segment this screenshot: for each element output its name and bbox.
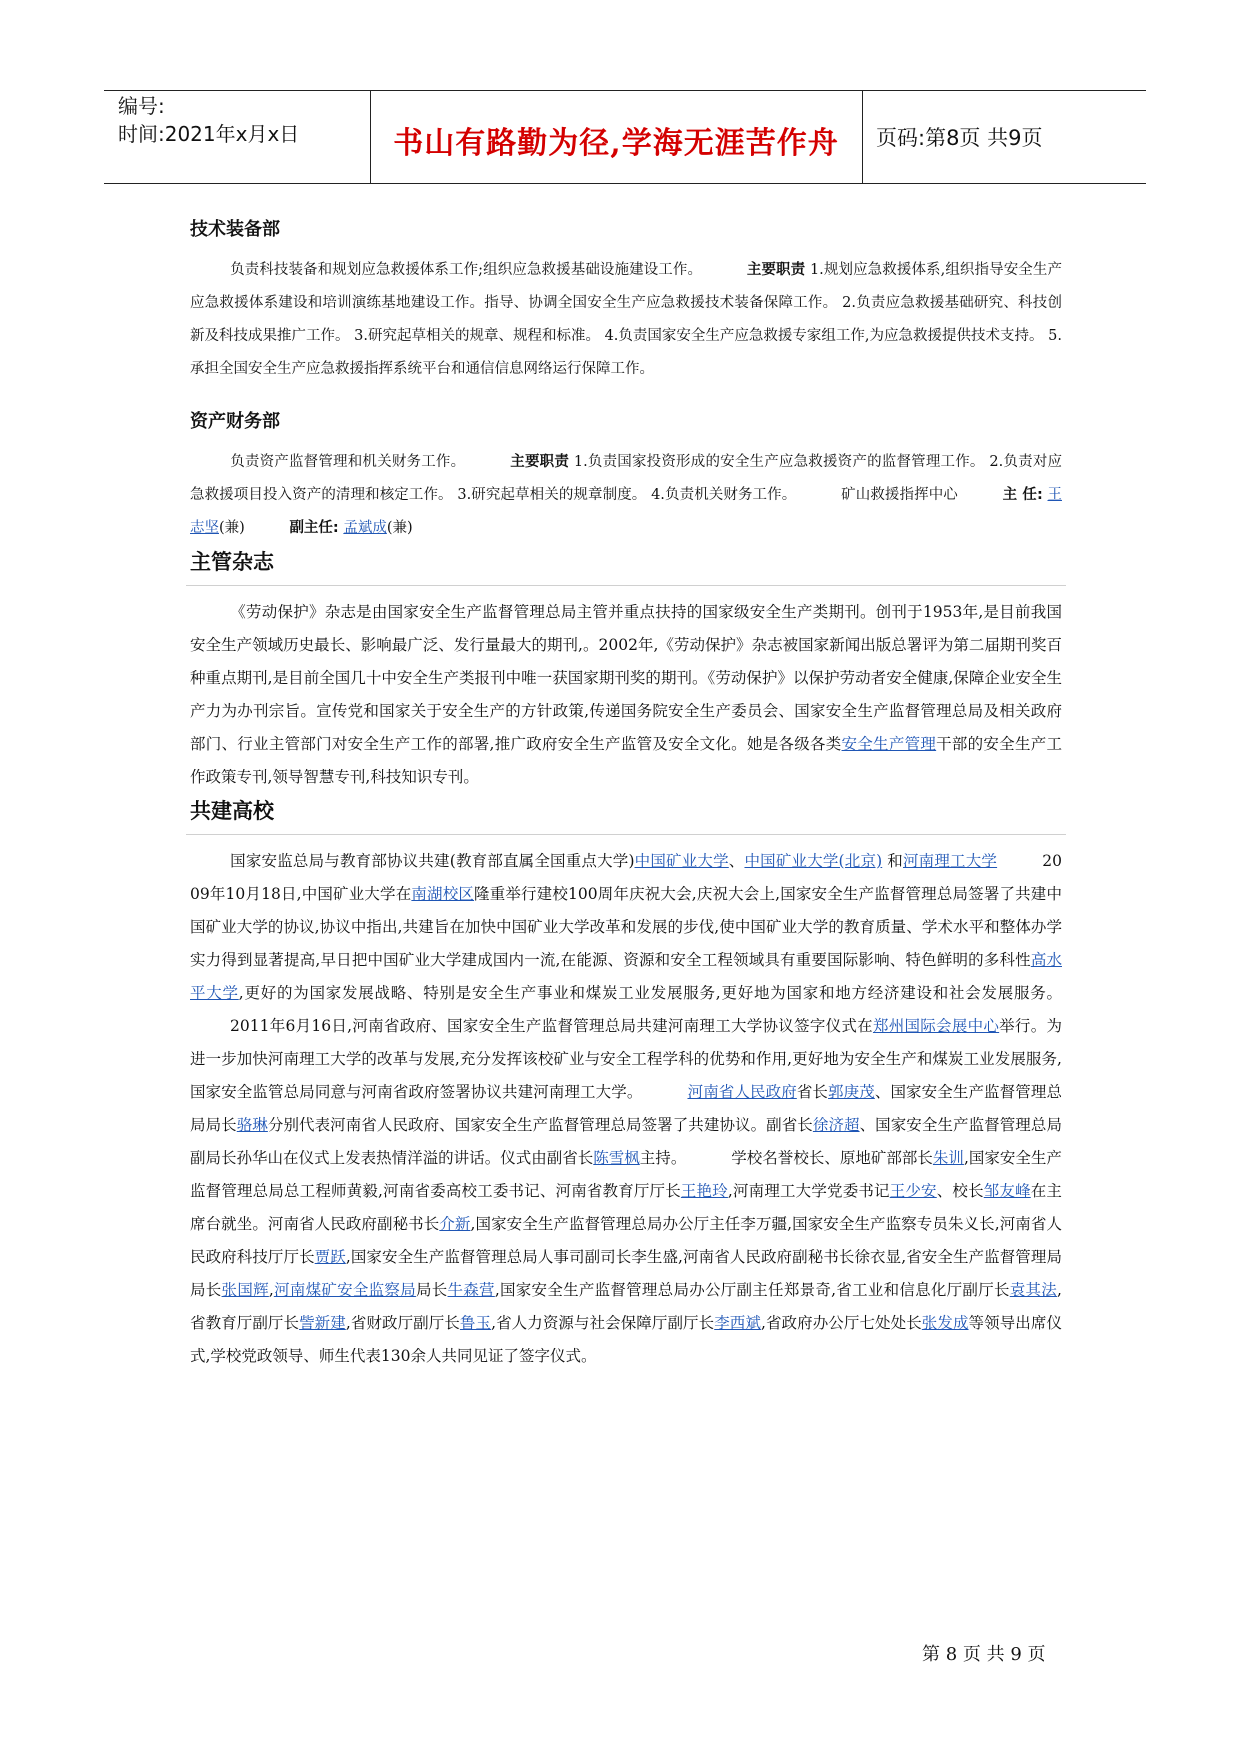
uni-text: ,省财政厅副厅长	[345, 1314, 460, 1332]
section-title-magazine: 主管杂志	[190, 550, 274, 574]
link-henan-government[interactable]: 河南省人民政府	[687, 1083, 797, 1101]
uni-text: 隆重举行建校100周年庆祝大会,庆祝大会上,国家安全生产监督管理总局签署了共建中国矿业大学的协议,协议中指出,共建旨在加快中国矿业大学改革和发展的步伐,使中国矿业大学的教育质量、学术水平和整体办学实力得到显著提高,早日把中国矿业大学建成国内一流,在能源、资源和安全工程领域具有重要国际影响、特色鲜明的多科性	[190, 885, 1062, 969]
section-title-tech: 技术装备部	[190, 219, 280, 240]
uni-text: 在主席台就坐。河南省人民政府副秘书长	[190, 1182, 1062, 1233]
uni-text: 分别代表河南省人民政府、国家安全生产监督管理总局签署了共建协议。副省长	[267, 1116, 813, 1134]
magazine-text-end: 干部的安全生产工作政策专刊,领导智慧专刊,科技知识专刊。	[190, 735, 1062, 786]
magazine-text: 《劳动保护》杂志是由国家安全生产监督管理总局主管并重点扶持的国家级安全生产类期刊。创刊于1953年,是目前我国安全生产领域历史最长、影响最广泛、发行量最大的期刊,。2002年,《劳动保护》杂志被国家新闻出版总署评为第二届期刊奖百种重点期刊,是目前全国几十中安全生产类报刊中唯一获国家期刊奖的期刊。《劳动保护》以保护劳动者安全健康,保障企业安全生产力为办刊宗旨。宣传党和国家关于安全生产的方针政策,传递国务院安全生产委员会、国家安全生产监督管理总局及相关政府部门、行业主管部门对安全生产工作的部署,推广政府安全生产监管及安全文化。她是各级各类	[190, 603, 1062, 753]
link-nanhu-campus[interactable]: 南湖校区	[411, 885, 475, 903]
uni-text: 国家安监总局与教育部协议共建(教育部直属全国重点大学)	[230, 852, 635, 870]
link-yuan-qifa[interactable]: 袁其法	[1009, 1281, 1058, 1299]
uni-text: ,国家安全生产监督管理总局总工程师黄毅,河南省委高校工委书记、河南省教育厅厅长	[190, 1149, 1062, 1200]
link-xu-jichao[interactable]: 徐济超	[812, 1116, 860, 1134]
link-zhang-facheng[interactable]: 张发成	[921, 1314, 969, 1332]
mine-rescue-center: 矿山救援指挥中心	[841, 487, 958, 503]
link-zhang-guohui[interactable]: 张国辉	[221, 1281, 269, 1299]
link-jia-yue[interactable]: 贾跃	[314, 1248, 346, 1266]
link-wang-yanling[interactable]: 王艳玲	[680, 1182, 728, 1200]
uni-text: ,国家安全生产监督管理总局人事司副司长李生盛,河南省人民政府副秘书长徐衣显,省安全生产监督管理局局长	[190, 1248, 1062, 1299]
link-zhu-xun[interactable]: 朱训	[932, 1149, 964, 1167]
uni-text: 局长	[415, 1281, 448, 1299]
deputy-concurrent: (兼)	[386, 520, 413, 536]
header-number: 编号:	[118, 94, 165, 118]
header-top-rule	[104, 90, 1146, 91]
header-page-number: 页码:第8页 共9页	[876, 126, 1043, 150]
director-link[interactable]: 王志坚	[190, 487, 1062, 536]
link-high-level-university[interactable]: 高水平大学	[190, 951, 1062, 1002]
link-lu-yu[interactable]: 鲁玉	[459, 1314, 492, 1332]
uni-text: ,河南理工大学党委书记	[727, 1182, 890, 1200]
link-chen-xuefeng[interactable]: 陈雪枫	[593, 1149, 640, 1167]
uni-text: 、	[728, 852, 745, 870]
uni-text: 等领导出席仪式,学校党政领导、师生代表130余人共同见证了签字仪式。	[190, 1314, 1062, 1365]
uni-text: ,国家安全生产监督管理总局办公厅主任李万疆,国家安全生产监察专员朱义长,河南省人民政府科技厅厅长	[190, 1215, 1062, 1266]
header-meta	[118, 92, 299, 148]
link-zhengzhou-expo[interactable]: 郑州国际会展中心	[872, 1017, 1000, 1035]
uni-text: 2009年10月18日,中国矿业大学在	[190, 852, 1062, 903]
uni-text: 、国家安全生产监督管理总局副局长孙华山在仪式上发表热情洋溢的讲话。仪式由副省长	[190, 1116, 1062, 1167]
section-body-finance	[190, 446, 1062, 545]
main-content	[190, 210, 1062, 1373]
tech-intro: 负责科技装备和规划应急救援体系工作;组织应急救援基础设施建设工作。	[230, 262, 703, 278]
header-divider-left	[370, 90, 371, 183]
finance-duty-items: 1.负责国家投资形成的安全生产应急救援资产的监督管理工作。 2.负责对应急救援项目投入资产的清理和核定工作。 3.研究起草相关的规章制度。 4.负责机关财务工作。	[190, 454, 1063, 503]
header-time: 时间:2021年x月x日	[118, 122, 300, 146]
link-jie-xin[interactable]: 介新	[439, 1215, 471, 1233]
header-divider-right	[862, 90, 863, 183]
section-body-tech	[190, 254, 1062, 386]
deputy-link[interactable]: 孟斌成	[343, 520, 387, 536]
link-zou-youfeng[interactable]: 邹友峰	[983, 1182, 1031, 1200]
section-title-finance: 资产财务部	[190, 411, 280, 432]
uni-text: 、国家安全生产监督管理总局局长	[190, 1083, 1062, 1134]
uni-text: 省长	[796, 1083, 829, 1101]
link-guo-gengmao[interactable]: 郭庚茂	[828, 1083, 875, 1101]
link-luo-lin[interactable]: 骆琳	[236, 1116, 268, 1134]
link-cumtb[interactable]: 中国矿业大学(北京)	[744, 852, 883, 870]
link-niu-senying[interactable]: 牛森营	[447, 1281, 495, 1299]
uni-text: 主持。	[639, 1149, 687, 1167]
uni-text: ,更好的为国家发展战略、特别是安全生产事业和煤炭工业发展服务,更好地为国家和地方经济建设和社会发展服务。	[238, 984, 1062, 1002]
uni-text: ,省政府办公厅七处处长	[760, 1314, 922, 1332]
uni-text: 举行。为进一步加快河南理工大学的改革与发展,充分发挥该校矿业与安全工程学科的优势和作用,更好地为安全生产和煤炭工业发展服务,国家安全监管总局同意与河南省政府签署协议共建河南理工大学。	[190, 1017, 1062, 1101]
uni-text: ,	[268, 1281, 274, 1299]
section-body-magazine	[190, 596, 1062, 794]
tech-duty-label: 主要职责	[746, 262, 806, 278]
header-motto: 书山有路勤为径,学海无涯苦作舟	[393, 126, 839, 161]
director-label: 主 任:	[1002, 487, 1043, 503]
uni-text: 学校名誉校长、原地矿部部长	[731, 1149, 933, 1167]
footer-page-number: 第 8 页 共 9 页	[922, 1644, 1046, 1665]
director-concurrent: (兼)	[219, 520, 245, 536]
link-zi-xinjian[interactable]: 訾新建	[299, 1314, 346, 1332]
uni-text: 和	[882, 852, 903, 870]
deputy-label: 副主任:	[289, 520, 339, 536]
finance-intro: 负责资产监督管理和机关财务工作。	[230, 454, 466, 470]
uni-text: ,省人力资源与社会保障厅副厅长	[491, 1314, 715, 1332]
link-wang-shaoan[interactable]: 王少安	[889, 1182, 937, 1200]
finance-duty-label: 主要职责	[510, 454, 570, 470]
link-li-xibin[interactable]: 李西斌	[714, 1314, 761, 1332]
uni-text: 2011年6月16日,河南省政府、国家安全生产监督管理总局共建河南理工大学协议签字仪式在	[230, 1017, 873, 1035]
uni-text: ,国家安全生产监督管理总局办公厅副主任郑景奇,省工业和信息化厅副厅长	[494, 1281, 1010, 1299]
safety-management-link[interactable]: 安全生产管理	[841, 735, 937, 753]
link-hpu[interactable]: 河南理工大学	[903, 852, 998, 870]
section-title-university: 共建高校	[190, 799, 274, 823]
link-cumt[interactable]: 中国矿业大学	[634, 852, 729, 870]
tech-duty-items: 1.规划应急救援体系,组织指导安全生产应急救援体系建设和培训演练基地建设工作。指导、协调全国安全生产应急救援技术装备保障工作。 2.负责应急救援基础研究、科技创新及科技成果推广工作。 3.研究起草相关的规章、规程和标准。 4.负责国家安全生产应急救援专家组工作,为应急救援提供技术支持。 5.承担全国安全生产应急救援指挥系统平台和通信信息网络运行保障工作。	[190, 262, 1062, 377]
uni-text: 、校长	[936, 1182, 984, 1200]
link-henan-coal-safety[interactable]: 河南煤矿安全监察局	[273, 1281, 416, 1299]
uni-text: ,省教育厅副厅长	[190, 1281, 1062, 1332]
section-body-university	[190, 845, 1062, 1373]
header-bottom-rule	[104, 183, 1146, 184]
